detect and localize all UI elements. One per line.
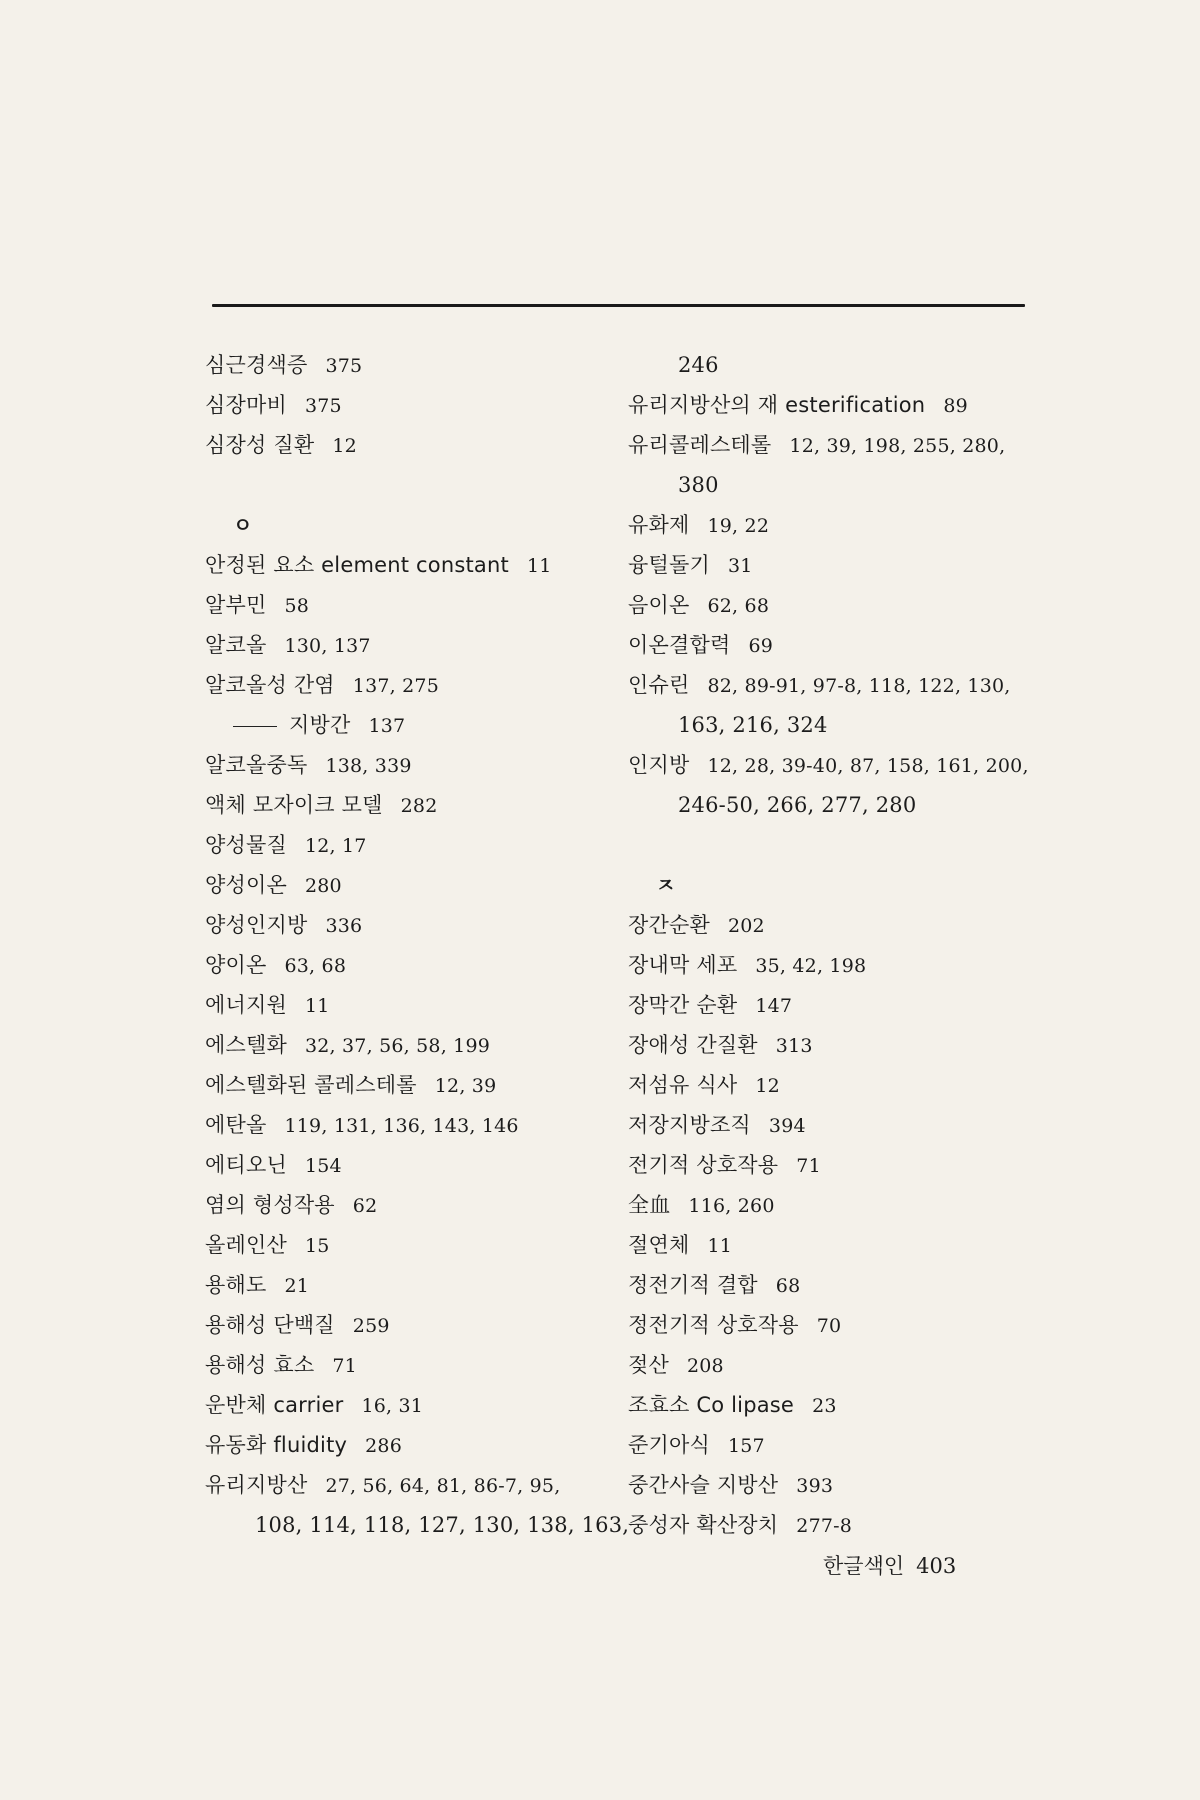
index-term: 에너지원 bbox=[205, 993, 287, 1017]
index-term: 저섬유 식사 bbox=[628, 1073, 738, 1097]
page-refs: 21 bbox=[284, 1275, 310, 1297]
index-entry bbox=[628, 1505, 1028, 1545]
index-term: 유동화 fluidity bbox=[205, 1433, 348, 1457]
index-term: 심장마비 bbox=[205, 393, 287, 417]
page-refs: 12, 39 bbox=[434, 1075, 497, 1097]
page-refs: 282 bbox=[400, 795, 438, 817]
page-refs: 313 bbox=[775, 1035, 813, 1057]
page-refs: 27, 56, 64, 81, 86-7, 95, bbox=[325, 1475, 561, 1497]
page-refs: 71 bbox=[332, 1355, 357, 1377]
page-refs: 277-8 bbox=[796, 1515, 853, 1537]
page-refs: 31 bbox=[727, 555, 753, 577]
index-term: 알코올중독 bbox=[205, 753, 308, 777]
page-refs: 11 bbox=[707, 1235, 733, 1257]
page-refs: 208 bbox=[686, 1355, 724, 1377]
index-term: 에탄올 bbox=[205, 1113, 267, 1137]
page-refs: 71 bbox=[796, 1155, 821, 1177]
index-term: 유리콜레스테롤 bbox=[628, 433, 772, 457]
index-entry bbox=[205, 425, 605, 465]
index-entry bbox=[628, 1185, 1028, 1225]
index-entry bbox=[628, 585, 1028, 625]
index-term: 용해성 단백질 bbox=[205, 1313, 335, 1337]
index-entry bbox=[205, 1145, 605, 1185]
index-entry bbox=[205, 825, 605, 865]
index-term: 조효소 Co lipase bbox=[628, 1393, 795, 1417]
index-term: 저장지방조직 bbox=[628, 1113, 751, 1137]
page-refs: 137, 275 bbox=[352, 675, 440, 697]
index-entry bbox=[205, 1345, 605, 1385]
index-term: 심근경색증 bbox=[205, 353, 308, 377]
page-refs: 12, 39, 198, 255, 280, bbox=[789, 435, 1006, 457]
index-entry bbox=[205, 585, 605, 625]
index-entry bbox=[628, 745, 1028, 785]
index-entry bbox=[628, 1305, 1028, 1345]
section-letter: ㅈ bbox=[656, 873, 676, 897]
index-entry-continuation: 246-50, 266, 277, 280 bbox=[678, 793, 917, 817]
index-entry bbox=[205, 1265, 605, 1305]
index-entry bbox=[205, 385, 605, 425]
index-entry bbox=[628, 1145, 1028, 1185]
index-term: 알코올성 간염 bbox=[205, 673, 335, 697]
index-entry bbox=[628, 1025, 1028, 1065]
index-term: 지방간 bbox=[289, 713, 351, 737]
page-refs: 119, 131, 136, 143, 146 bbox=[284, 1115, 519, 1137]
index-term: 유리지방산 bbox=[205, 1473, 308, 1497]
section-letter: ㅇ bbox=[233, 513, 253, 537]
page-refs: 12 bbox=[755, 1075, 780, 1097]
index-entry bbox=[205, 545, 605, 585]
index-entry bbox=[205, 1385, 605, 1425]
page-refs: 32, 37, 56, 58, 199 bbox=[304, 1035, 491, 1057]
index-entry bbox=[628, 945, 1028, 985]
index-entry bbox=[628, 665, 1028, 705]
index-term: 전기적 상호작용 bbox=[628, 1153, 779, 1177]
index-entry bbox=[205, 705, 605, 745]
page-refs: 375 bbox=[325, 355, 363, 377]
index-entry bbox=[628, 545, 1028, 585]
index-entry bbox=[205, 985, 605, 1025]
page-refs: 11 bbox=[304, 995, 330, 1017]
index-term: 인슈린 bbox=[628, 673, 690, 697]
page-refs: 82, 89-91, 97-8, 118, 122, 130, bbox=[707, 675, 1011, 697]
index-term: 운반체 carrier bbox=[205, 1393, 344, 1417]
page-refs: 202 bbox=[727, 915, 765, 937]
index-entry bbox=[628, 1225, 1028, 1265]
page-refs: 286 bbox=[365, 1435, 403, 1457]
page-refs: 11 bbox=[526, 555, 552, 577]
spacer bbox=[628, 825, 1028, 865]
index-entry bbox=[205, 945, 605, 985]
page-refs: 154 bbox=[304, 1155, 342, 1177]
index-term: 염의 형성작용 bbox=[205, 1193, 335, 1217]
page-refs: 138, 339 bbox=[325, 755, 412, 777]
page-refs: 12, 17 bbox=[304, 835, 367, 857]
index-term: 장간순환 bbox=[628, 913, 710, 937]
index-term: 양성이온 bbox=[205, 873, 287, 897]
page-refs: 393 bbox=[796, 1475, 834, 1497]
index-term: 全血 bbox=[628, 1193, 671, 1217]
index-term: 올레인산 bbox=[205, 1233, 287, 1257]
index-entry bbox=[205, 665, 605, 705]
index-term: 장막간 순환 bbox=[628, 993, 738, 1017]
spacer bbox=[205, 465, 605, 505]
index-entry bbox=[205, 1425, 605, 1465]
page-refs: 15 bbox=[304, 1235, 330, 1257]
index-entry bbox=[205, 1465, 605, 1505]
index-term: 젖산 bbox=[628, 1353, 669, 1377]
index-term: 이온결합력 bbox=[628, 633, 731, 657]
footer-label: 한글색인 bbox=[823, 1554, 905, 1578]
index-term: 심장성 질환 bbox=[205, 433, 315, 457]
page-refs: 137 bbox=[368, 715, 406, 737]
index-entry-continuation: 246 bbox=[678, 353, 719, 377]
index-term: 유화제 bbox=[628, 513, 690, 537]
index-entry bbox=[628, 1105, 1028, 1145]
index-entry bbox=[628, 1465, 1028, 1505]
page-refs: 12, 28, 39-40, 87, 158, 161, 200, bbox=[707, 755, 1029, 777]
index-term: 안정된 요소 element constant bbox=[205, 553, 509, 577]
page-refs: 62 bbox=[352, 1195, 378, 1217]
index-entry bbox=[205, 905, 605, 945]
page-refs: 69 bbox=[748, 635, 774, 657]
index-term: 유리지방산의 재 esterification bbox=[628, 393, 926, 417]
index-entry bbox=[628, 1345, 1028, 1385]
page-refs: 116, 260 bbox=[688, 1195, 775, 1217]
index-term: 에스텔화 bbox=[205, 1033, 287, 1057]
page-refs: 16, 31 bbox=[361, 1395, 424, 1417]
index-term: 중성자 확산장치 bbox=[628, 1513, 779, 1537]
index-term: 정전기적 결합 bbox=[628, 1273, 758, 1297]
page-refs: 12 bbox=[332, 435, 357, 457]
page-refs: 63, 68 bbox=[284, 955, 347, 977]
page-refs: 375 bbox=[304, 395, 342, 417]
index-term: 정전기적 상호작용 bbox=[628, 1313, 799, 1337]
index-term: 에티오닌 bbox=[205, 1153, 287, 1177]
repeat-dash bbox=[233, 726, 277, 727]
index-entry bbox=[628, 1385, 1028, 1425]
index-entry bbox=[205, 745, 605, 785]
index-term: 양성인지방 bbox=[205, 913, 308, 937]
page-refs: 147 bbox=[755, 995, 793, 1017]
index-entry bbox=[628, 1065, 1028, 1105]
page-refs: 58 bbox=[284, 595, 310, 617]
index-entry bbox=[628, 385, 1028, 425]
page-refs: 280 bbox=[304, 875, 342, 897]
index-term: 알부민 bbox=[205, 593, 267, 617]
page-refs: 157 bbox=[727, 1435, 765, 1457]
page-refs: 130, 137 bbox=[284, 635, 371, 657]
index-entry bbox=[628, 1425, 1028, 1465]
index-entry bbox=[205, 345, 605, 385]
right-column bbox=[628, 345, 1028, 1545]
page-refs: 19, 22 bbox=[707, 515, 770, 537]
index-term: 알코올 bbox=[205, 633, 267, 657]
index-entry bbox=[628, 905, 1028, 945]
index-term: 액체 모자이크 모델 bbox=[205, 793, 383, 817]
index-term: 용해도 bbox=[205, 1273, 267, 1297]
index-term: 중간사슬 지방산 bbox=[628, 1473, 779, 1497]
index-term: 용해성 효소 bbox=[205, 1353, 315, 1377]
index-term: 음이온 bbox=[628, 593, 690, 617]
index-entry bbox=[205, 785, 605, 825]
index-entry bbox=[205, 1025, 605, 1065]
index-term: 양이온 bbox=[205, 953, 267, 977]
index-entry bbox=[205, 1105, 605, 1145]
index-entry bbox=[628, 505, 1028, 545]
index-term: 장내막 세포 bbox=[628, 953, 738, 977]
index-entry bbox=[205, 1305, 605, 1345]
page-refs: 62, 68 bbox=[707, 595, 770, 617]
top-rule bbox=[212, 304, 1025, 307]
index-term: 인지방 bbox=[628, 753, 690, 777]
index-term: 절연체 bbox=[628, 1233, 690, 1257]
index-term: 장애성 간질환 bbox=[628, 1033, 758, 1057]
page-refs: 336 bbox=[325, 915, 363, 937]
index-entry bbox=[205, 865, 605, 905]
page-refs: 394 bbox=[768, 1115, 806, 1137]
running-footer bbox=[823, 1550, 956, 1580]
index-term: 에스텔화된 콜레스테롤 bbox=[205, 1073, 417, 1097]
index-entry bbox=[205, 625, 605, 665]
page-number: 403 bbox=[916, 1554, 957, 1578]
index-term: 융털돌기 bbox=[628, 553, 710, 577]
left-column bbox=[205, 345, 630, 1545]
index-entry-continuation: 163, 216, 324 bbox=[678, 713, 828, 737]
index-entry bbox=[628, 1265, 1028, 1305]
page-refs: 259 bbox=[352, 1315, 390, 1337]
page-refs: 35, 42, 198 bbox=[755, 955, 867, 977]
index-term: 준기아식 bbox=[628, 1433, 710, 1457]
index-entry bbox=[205, 1185, 605, 1225]
index-entry-continuation: 380 bbox=[678, 473, 719, 497]
index-entry bbox=[205, 1225, 605, 1265]
page-refs: 23 bbox=[812, 1395, 837, 1417]
index-term: 양성물질 bbox=[205, 833, 287, 857]
index-entry-continuation: 108, 114, 118, 127, 130, 138, 163, bbox=[255, 1513, 630, 1537]
index-entry bbox=[628, 425, 1028, 465]
index-entry bbox=[628, 625, 1028, 665]
index-entry bbox=[628, 985, 1028, 1025]
page-refs: 68 bbox=[775, 1275, 801, 1297]
page-refs: 70 bbox=[816, 1315, 842, 1337]
page-refs: 89 bbox=[943, 395, 968, 417]
index-entry bbox=[205, 1065, 605, 1105]
